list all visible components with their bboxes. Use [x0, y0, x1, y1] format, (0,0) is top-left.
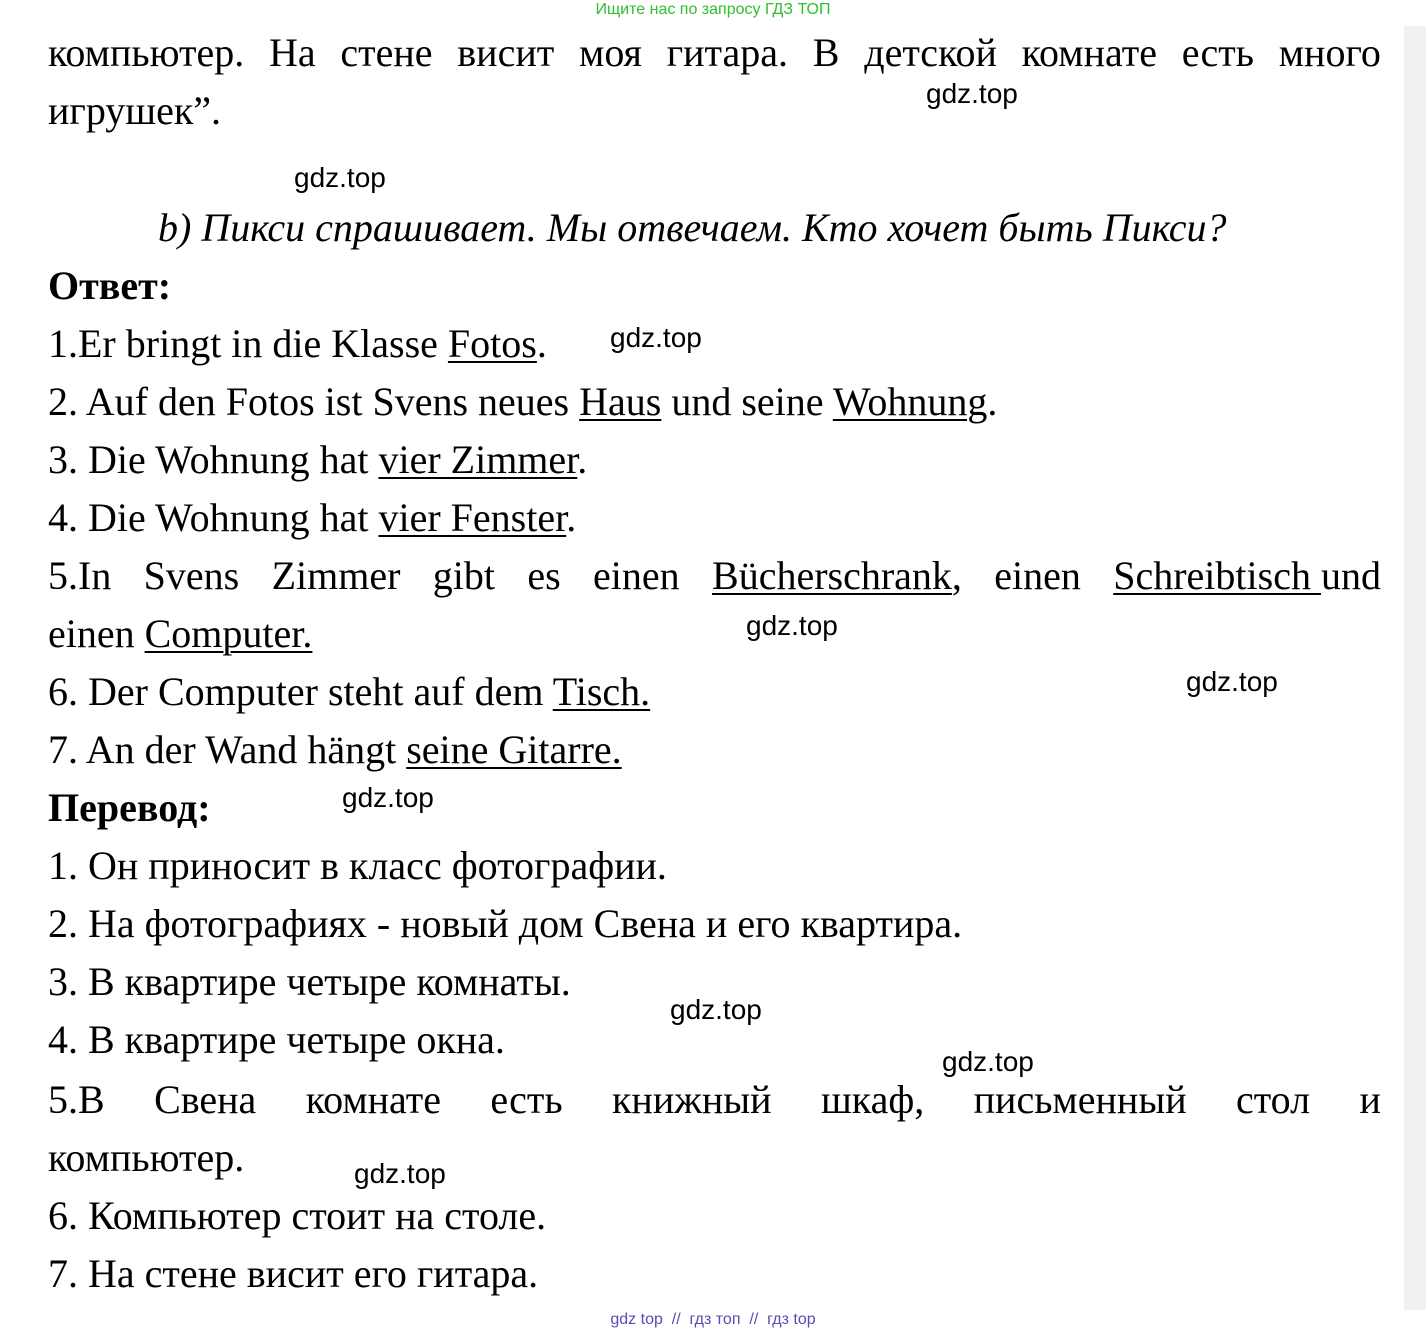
text: 3. Die Wohnung hat	[48, 437, 379, 482]
word: Svens	[143, 553, 240, 598]
translation-line-3: 3. В квартире четыре комнаты.	[48, 959, 571, 1004]
word: висит	[457, 30, 555, 75]
answer-line-5	[48, 553, 1381, 599]
text: 7. An der Wand hängt	[48, 727, 407, 772]
word: книжный	[611, 1077, 772, 1122]
answer-line-7	[48, 727, 622, 773]
word: шкаф,	[820, 1077, 925, 1122]
word: есть	[1181, 30, 1254, 75]
watermark: gdz.top	[354, 1158, 446, 1189]
answer-underlined: Schreibtisch	[1113, 553, 1321, 598]
watermark: gdz.top	[610, 322, 702, 353]
word: gibt	[432, 553, 496, 598]
answer-line-3	[48, 437, 587, 483]
answer-line-4	[48, 495, 576, 541]
intro-line-1	[48, 30, 1381, 76]
word: В	[812, 30, 840, 75]
text: .	[577, 437, 588, 482]
intro-line-2: игрушек”.	[48, 88, 222, 133]
word: Zimmer	[271, 553, 401, 598]
word: стене	[340, 30, 433, 75]
text: .	[566, 495, 577, 540]
text: 2. Auf den Fotos ist Svens neues	[48, 379, 580, 424]
translation-line-5	[48, 1077, 1381, 1123]
word: Свена	[154, 1077, 257, 1122]
answer-underlined: Haus	[579, 379, 662, 424]
search-banner: Ищите нас по запросу ГДЗ ТОП	[595, 1, 831, 18]
word-group	[712, 553, 962, 599]
translation-line-5b: компьютер.	[48, 1135, 245, 1180]
word: На	[268, 30, 316, 75]
footer: gdz top // гдз топ // гдз top	[610, 1311, 816, 1328]
text: ,	[951, 553, 962, 598]
answer-underlined: Wohnung	[832, 379, 988, 424]
answer-line-6	[48, 669, 650, 715]
word: много	[1278, 30, 1381, 75]
word: моя	[579, 30, 642, 75]
answer-underlined: Tisch.	[552, 669, 651, 714]
answer-underlined: vier Fenster	[378, 495, 567, 540]
word: es	[527, 553, 561, 598]
word: 5.В	[48, 1077, 105, 1122]
answer-underlined: Computer.	[144, 611, 313, 656]
task-b: b) Пикси спрашивает. Мы отвечаем. Кто хочет быть Пикси?	[158, 205, 1227, 250]
word: комнате	[305, 1077, 441, 1122]
word: einen	[994, 553, 1081, 598]
watermark: gdz.top	[926, 78, 1018, 109]
answer-line-5b	[48, 611, 312, 657]
text: 6. Der Computer steht auf dem	[48, 669, 553, 714]
translation-heading: Перевод:	[48, 785, 211, 830]
text: einen	[48, 611, 145, 656]
word: гитара.	[666, 30, 789, 75]
answer-underlined: seine Gitarre.	[406, 727, 622, 772]
word: письменный	[973, 1077, 1187, 1122]
scrollbar[interactable]	[1404, 26, 1426, 1310]
text: und seine	[661, 379, 833, 424]
text: .	[536, 321, 547, 366]
text: 1.Er bringt in die Klasse	[48, 321, 448, 366]
watermark: gdz.top	[746, 610, 838, 641]
watermark: gdz.top	[942, 1046, 1034, 1077]
word: и	[1359, 1077, 1381, 1122]
translation-line-7: 7. На стене висит его гитара.	[48, 1251, 539, 1296]
answer-line-2	[48, 379, 997, 425]
watermark: gdz.top	[342, 782, 434, 813]
answer-heading: Ответ:	[48, 263, 172, 308]
translation-line-1: 1. Он приносит в класс фотографии.	[48, 843, 667, 888]
word: 5.In	[48, 553, 112, 598]
word: стол	[1235, 1077, 1311, 1122]
watermark: gdz.top	[294, 162, 386, 193]
answer-underlined: Fotos	[447, 321, 537, 366]
watermark: gdz.top	[1186, 666, 1278, 697]
word: комнате	[1021, 30, 1157, 75]
translation-line-6: 6. Компьютер стоит на столе.	[48, 1193, 547, 1238]
word: einen	[593, 553, 680, 598]
word: есть	[490, 1077, 563, 1122]
text: und	[1320, 553, 1381, 598]
answer-line-1	[48, 321, 547, 367]
word-group	[1113, 553, 1381, 599]
answer-underlined: vier Zimmer	[378, 437, 578, 482]
text: 4. Die Wohnung hat	[48, 495, 379, 540]
word: компьютер.	[48, 30, 245, 75]
word: детской	[864, 30, 997, 75]
translation-line-4: 4. В квартире четыре окна.	[48, 1017, 505, 1062]
watermark: gdz.top	[670, 994, 762, 1025]
text: .	[987, 379, 998, 424]
answer-underlined: Bücherschrank	[712, 553, 952, 598]
translation-line-2: 2. На фотографиях - новый дом Свена и его квартира.	[48, 901, 963, 946]
